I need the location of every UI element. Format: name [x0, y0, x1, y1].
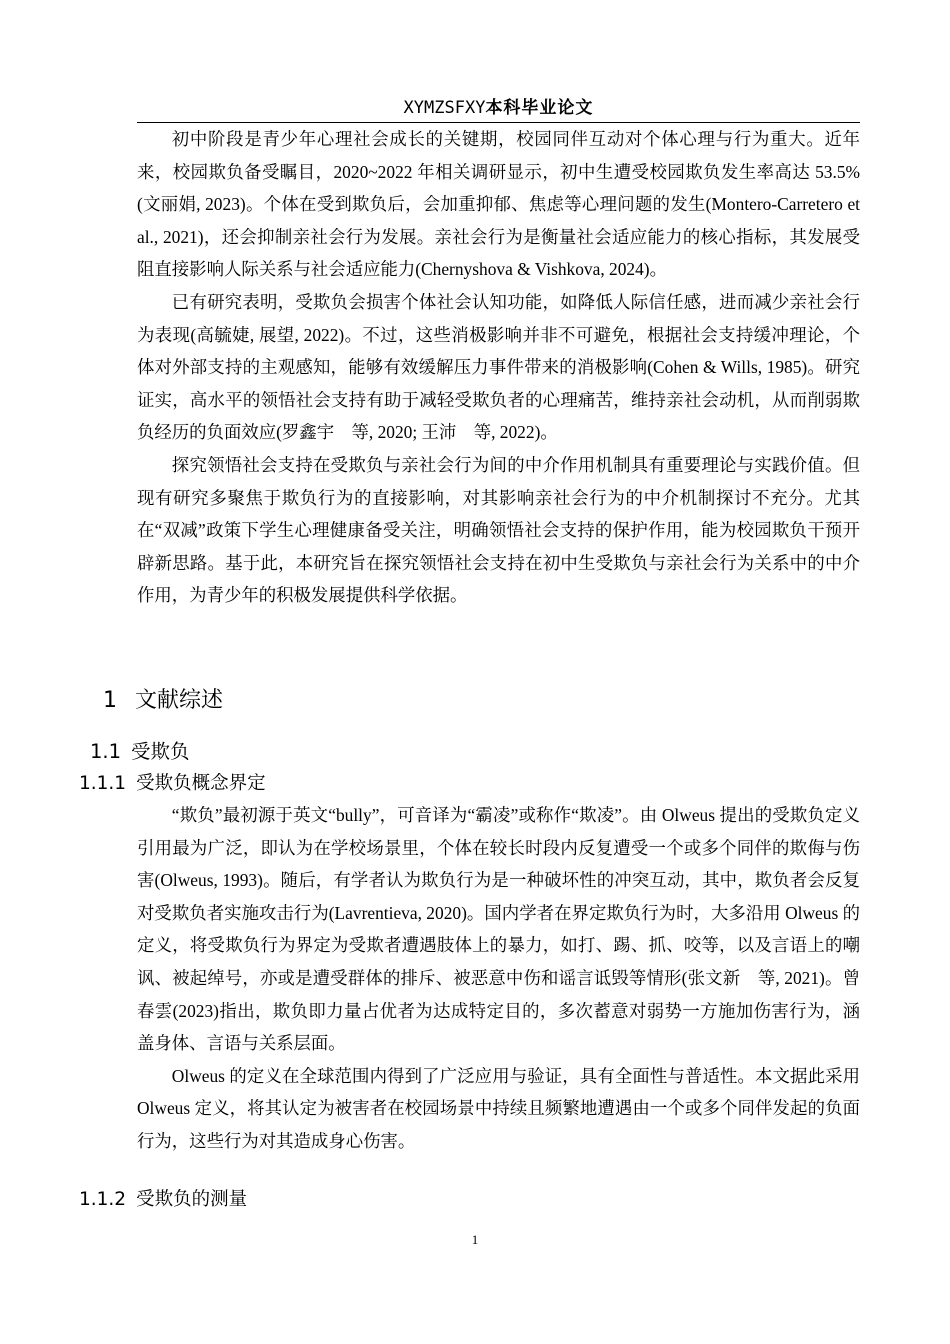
- section-title: 受欺负: [131, 740, 190, 763]
- section-heading-1-1-2: [79, 1186, 247, 1214]
- intro-paragraph-2: 已有研究表明，受欺负会损害个体社会认知功能，如降低人际信任感，进而减少亲社会行为表现(高毓婕, 展望, 2022)。不过，这些消极影响并非不可避免，根据社会支持缓冲理论，个体对外部支持的主观感知，能够有效缓解压力事件带来的消极影响(Cohen & Wills, 1985)。研究证实，高水平的领悟社会支持有助于减轻受欺负者的心理痛苦，维持亲社会动机，从而削弱欺负经历的负面效应(罗鑫宇 等, 2020; 王沛 等, 2022)。: [137, 291, 860, 443]
- section-heading-1-1-1: [79, 770, 266, 798]
- section-number: 1.1.2: [79, 1189, 127, 1210]
- section-number: 1.1: [90, 740, 122, 763]
- section-heading-1: [103, 686, 223, 716]
- page-header: [137, 96, 860, 123]
- concept-paragraph-2: Olweus 的定义在全球范围内得到了广泛应用与验证，具有全面性与普适性。本文据此采用 Olweus 定义，将其认定为被害者在校园场景中持续且频繁地遭遇由一个或多个同伴发起的负面行为，这些行为对其造成身心伤害。: [137, 1065, 860, 1151]
- section-title: 受欺负概念界定: [136, 773, 266, 794]
- concept-paragraph-1: “欺负”最初源于英文“bully”，可音译为“霸凌”或称作“欺凌”。由 Olweus 提出的受欺负定义引用最为广泛，即认为在学校场景里，个体在较长时段内反复遭受一个或多个同伴的欺侮与伤害(Olweus, 1993)。随后，有学者认为欺负行为是一种破坏性的冲突互动，其中，欺负者会反复对受欺负者实施攻击行为(Lavrentieva, 2020)。国内学者在界定欺负行为时，大多沿用 Olweus 的定义，将受欺负行为界定为受欺者遭遇肢体上的暴力，如打、踢、抓、咬等，以及言语上的嘲讽、被起绰号，亦或是遭受群体的排斥、被恶意中伤和谣言诋毁等情形(张文新 等, 2021)。曾春雲(2023)指出，欺负即力量占优者为达成特定目的，多次蓄意对弱势一方施加伤害行为，涵盖身体、言语与关系层面。: [137, 805, 860, 1054]
- section-title: 受欺负的测量: [136, 1189, 248, 1210]
- section-heading-1-1: [90, 738, 190, 766]
- section-number: 1.1.1: [79, 773, 127, 794]
- concept-section: [137, 799, 860, 1158]
- page-number: 1: [471, 1232, 479, 1247]
- section-number: 1: [103, 688, 117, 713]
- intro-paragraph-3: 探究领悟社会支持在受欺负与亲社会行为间的中介作用机制具有重要理论与实践价值。但现有研究多聚焦于欺负行为的直接影响，对其影响亲社会行为的中介机制探讨不充分。尤其在“双减”政策下学生心理健康备受关注，明确领悟社会支持的保护作用，能为校园欺负干预开辟新思路。基于此，本研究旨在探究领悟社会支持在初中生受欺负与亲社会行为关系中的中介作用，为青少年的积极发展提供科学依据。: [137, 454, 860, 606]
- intro-paragraph-1: 初中阶段是青少年心理社会成长的关键期，校园同伴互动对个体心理与行为重大。近年来，校园欺负备受瞩目，2020~2022 年相关调研显示，初中生遭受校园欺负发生率高达 53.5%(文丽娟, 2023)。个体在受到欺负后，会加重抑郁、焦虑等心理问题的发生(Montero-Carretero et al., 2021)，还会抑制亲社会行为发展。亲社会行为是衡量社会适应能力的核心指标，其发展受阻直接影响人际关系与社会适应能力(Chernyshova & Vishkova, 2024)。: [137, 129, 860, 280]
- header-title: 本科毕业论文: [485, 98, 594, 118]
- intro-section: [137, 123, 860, 612]
- header-code: XYMZSFXY: [403, 98, 486, 118]
- section-title: 文献综述: [135, 688, 224, 713]
